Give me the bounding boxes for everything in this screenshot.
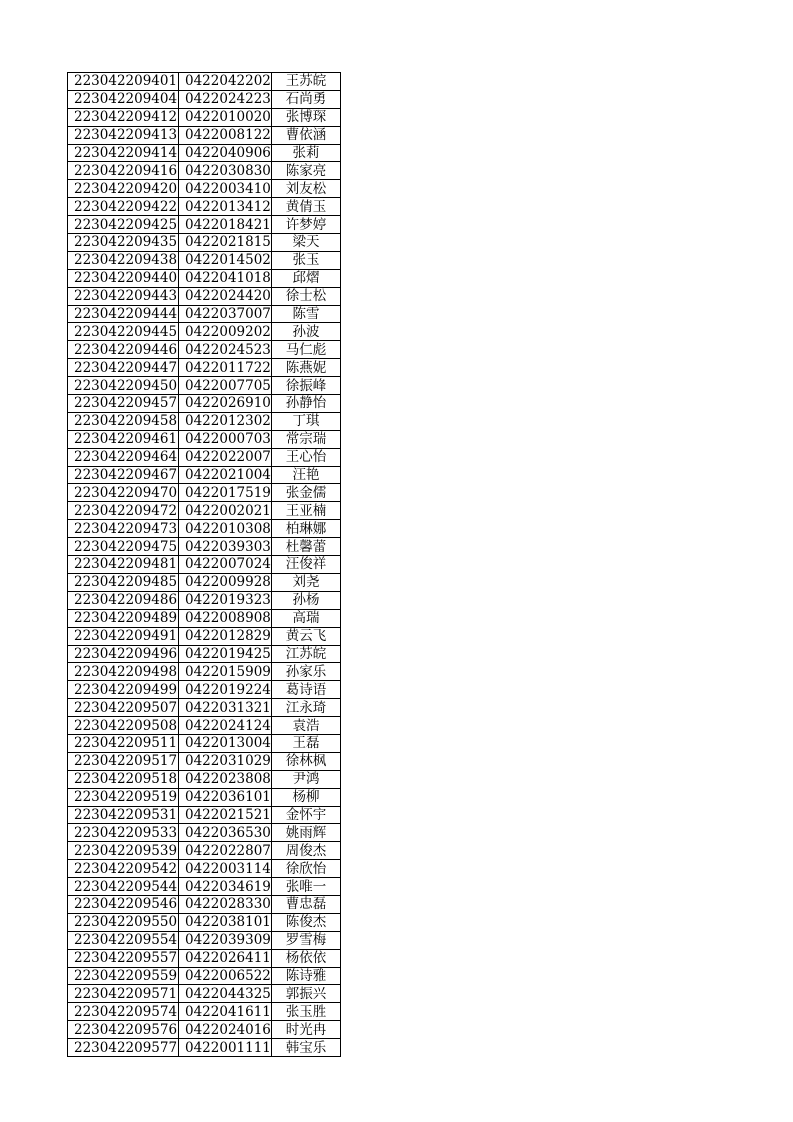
student-name-cell: 王亚楠 <box>272 502 341 520</box>
table-row <box>68 663 341 681</box>
exam-number-cell: 0422036101 <box>179 788 272 806</box>
exam-number-cell: 0422013004 <box>179 734 272 752</box>
student-name-cell: 江苏皖 <box>272 645 341 663</box>
student-name-cell: 孙杨 <box>272 591 341 609</box>
table-row <box>68 734 341 752</box>
exam-number-cell: 0422007024 <box>179 556 272 574</box>
exam-number-cell: 0422019224 <box>179 681 272 699</box>
student-id-cell: 223042209416 <box>68 162 179 180</box>
student-id-cell: 223042209542 <box>68 860 179 878</box>
student-name-cell: 尹鸿 <box>272 770 341 788</box>
table-row <box>68 895 341 913</box>
student-name-cell: 徐振峰 <box>272 377 341 395</box>
student-name-cell: 张博琛 <box>272 108 341 126</box>
exam-number-cell: 0422036530 <box>179 824 272 842</box>
student-id-cell: 223042209550 <box>68 913 179 931</box>
table-row <box>68 878 341 896</box>
student-id-cell: 223042209496 <box>68 645 179 663</box>
table-row <box>68 466 341 484</box>
table-row <box>68 251 341 269</box>
table-row <box>68 395 341 413</box>
student-id-cell: 223042209519 <box>68 788 179 806</box>
table-row <box>68 1039 341 1057</box>
exam-number-cell: 0422000703 <box>179 430 272 448</box>
student-id-cell: 223042209554 <box>68 931 179 949</box>
student-name-cell: 马仁彪 <box>272 341 341 359</box>
table-row <box>68 806 341 824</box>
table-row <box>68 412 341 430</box>
student-name-cell: 金怀宇 <box>272 806 341 824</box>
exam-number-cell: 0422014502 <box>179 251 272 269</box>
exam-number-cell: 0422042202 <box>179 73 272 91</box>
roster-body <box>68 73 341 1057</box>
student-name-cell: 黄倩玉 <box>272 198 341 216</box>
exam-number-cell: 0422022007 <box>179 448 272 466</box>
student-id-cell: 223042209440 <box>68 269 179 287</box>
exam-number-cell: 0422026910 <box>179 395 272 413</box>
table-row <box>68 985 341 1003</box>
exam-number-cell: 0422011722 <box>179 359 272 377</box>
exam-number-cell: 0422017519 <box>179 484 272 502</box>
student-id-cell: 223042209544 <box>68 878 179 896</box>
exam-number-cell: 0422019323 <box>179 591 272 609</box>
exam-number-cell: 0422039303 <box>179 538 272 556</box>
student-name-cell: 罗雪梅 <box>272 931 341 949</box>
student-id-cell: 223042209498 <box>68 663 179 681</box>
exam-number-cell: 0422018421 <box>179 216 272 234</box>
student-id-cell: 223042209473 <box>68 520 179 538</box>
student-id-cell: 223042209425 <box>68 216 179 234</box>
table-row <box>68 234 341 252</box>
exam-number-cell: 0422021521 <box>179 806 272 824</box>
table-row <box>68 323 341 341</box>
student-name-cell: 袁浩 <box>272 717 341 735</box>
student-id-cell: 223042209511 <box>68 734 179 752</box>
student-name-cell: 陈俊杰 <box>272 913 341 931</box>
table-row <box>68 502 341 520</box>
student-name-cell: 时光冉 <box>272 1021 341 1039</box>
student-id-cell: 223042209531 <box>68 806 179 824</box>
student-name-cell: 张金儒 <box>272 484 341 502</box>
student-id-cell: 223042209486 <box>68 591 179 609</box>
student-name-cell: 陈诗雅 <box>272 967 341 985</box>
student-id-cell: 223042209420 <box>68 180 179 198</box>
exam-number-cell: 0422015909 <box>179 663 272 681</box>
student-name-cell: 汪俊祥 <box>272 556 341 574</box>
student-name-cell: 杨柳 <box>272 788 341 806</box>
student-name-cell: 张玉胜 <box>272 1003 341 1021</box>
student-name-cell: 徐林枫 <box>272 752 341 770</box>
student-name-cell: 高瑞 <box>272 609 341 627</box>
table-row <box>68 430 341 448</box>
table-row <box>68 770 341 788</box>
table-row <box>68 341 341 359</box>
table-row <box>68 484 341 502</box>
exam-number-cell: 0422008908 <box>179 609 272 627</box>
table-row <box>68 752 341 770</box>
student-id-cell: 223042209508 <box>68 717 179 735</box>
student-id-cell: 223042209412 <box>68 108 179 126</box>
student-name-cell: 汪艳 <box>272 466 341 484</box>
table-row <box>68 538 341 556</box>
student-name-cell: 常宗瑞 <box>272 430 341 448</box>
student-name-cell: 郭振兴 <box>272 985 341 1003</box>
table-row <box>68 108 341 126</box>
student-id-cell: 223042209464 <box>68 448 179 466</box>
exam-number-cell: 0422001111 <box>179 1039 272 1057</box>
student-id-cell: 223042209472 <box>68 502 179 520</box>
table-row <box>68 126 341 144</box>
student-id-cell: 223042209475 <box>68 538 179 556</box>
student-id-cell: 223042209457 <box>68 395 179 413</box>
student-name-cell: 杨依依 <box>272 949 341 967</box>
student-id-cell: 223042209446 <box>68 341 179 359</box>
exam-number-cell: 0422030830 <box>179 162 272 180</box>
student-id-cell: 223042209539 <box>68 842 179 860</box>
student-id-cell: 223042209404 <box>68 90 179 108</box>
student-id-cell: 223042209458 <box>68 412 179 430</box>
student-id-cell: 223042209445 <box>68 323 179 341</box>
table-row <box>68 717 341 735</box>
student-id-cell: 223042209577 <box>68 1039 179 1057</box>
table-row <box>68 556 341 574</box>
exam-number-cell: 0422024223 <box>179 90 272 108</box>
exam-number-cell: 0422037007 <box>179 305 272 323</box>
exam-number-cell: 0422012829 <box>179 627 272 645</box>
table-row <box>68 949 341 967</box>
student-name-cell: 刘友松 <box>272 180 341 198</box>
student-id-cell: 223042209557 <box>68 949 179 967</box>
table-row <box>68 90 341 108</box>
table-row <box>68 269 341 287</box>
exam-number-cell: 0422031321 <box>179 699 272 717</box>
exam-number-cell: 0422024420 <box>179 287 272 305</box>
student-name-cell: 徐士松 <box>272 287 341 305</box>
student-id-cell: 223042209461 <box>68 430 179 448</box>
student-name-cell: 石尚勇 <box>272 90 341 108</box>
table-row <box>68 448 341 466</box>
student-name-cell: 梁天 <box>272 234 341 252</box>
exam-number-cell: 0422024016 <box>179 1021 272 1039</box>
student-id-cell: 223042209576 <box>68 1021 179 1039</box>
exam-number-cell: 0422021004 <box>179 466 272 484</box>
student-name-cell: 黄云飞 <box>272 627 341 645</box>
student-id-cell: 223042209444 <box>68 305 179 323</box>
exam-number-cell: 0422009928 <box>179 573 272 591</box>
table-row <box>68 216 341 234</box>
exam-number-cell: 0422041018 <box>179 269 272 287</box>
table-row <box>68 645 341 663</box>
student-id-cell: 223042209443 <box>68 287 179 305</box>
exam-number-cell: 0422034619 <box>179 878 272 896</box>
student-name-cell: 柏琳娜 <box>272 520 341 538</box>
student-id-cell: 223042209499 <box>68 681 179 699</box>
student-name-cell: 徐欣怡 <box>272 860 341 878</box>
student-name-cell: 王苏皖 <box>272 73 341 91</box>
table-row <box>68 1021 341 1039</box>
student-id-cell: 223042209481 <box>68 556 179 574</box>
table-row <box>68 913 341 931</box>
student-name-cell: 陈燕妮 <box>272 359 341 377</box>
exam-number-cell: 0422026411 <box>179 949 272 967</box>
exam-number-cell: 0422019425 <box>179 645 272 663</box>
student-name-cell: 周俊杰 <box>272 842 341 860</box>
student-name-cell: 孙家乐 <box>272 663 341 681</box>
student-id-cell: 223042209559 <box>68 967 179 985</box>
student-name-cell: 邱熠 <box>272 269 341 287</box>
student-id-cell: 223042209422 <box>68 198 179 216</box>
student-id-cell: 223042209467 <box>68 466 179 484</box>
student-id-cell: 223042209571 <box>68 985 179 1003</box>
exam-number-cell: 0422040906 <box>179 144 272 162</box>
exam-number-cell: 0422024523 <box>179 341 272 359</box>
student-id-cell: 223042209401 <box>68 73 179 91</box>
student-id-cell: 223042209485 <box>68 573 179 591</box>
table-row <box>68 180 341 198</box>
student-id-cell: 223042209470 <box>68 484 179 502</box>
student-id-cell: 223042209491 <box>68 627 179 645</box>
student-id-cell: 223042209518 <box>68 770 179 788</box>
student-name-cell: 葛诗语 <box>272 681 341 699</box>
student-name-cell: 韩宝乐 <box>272 1039 341 1057</box>
student-name-cell: 刘尧 <box>272 573 341 591</box>
exam-number-cell: 0422013412 <box>179 198 272 216</box>
table-row <box>68 287 341 305</box>
table-row <box>68 162 341 180</box>
table-row <box>68 573 341 591</box>
table-row <box>68 305 341 323</box>
table-row <box>68 609 341 627</box>
student-id-cell: 223042209438 <box>68 251 179 269</box>
table-row <box>68 591 341 609</box>
student-name-cell: 曹忠磊 <box>272 895 341 913</box>
student-id-cell: 223042209507 <box>68 699 179 717</box>
exam-number-cell: 0422009202 <box>179 323 272 341</box>
student-name-cell: 张唯一 <box>272 878 341 896</box>
exam-number-cell: 0422002021 <box>179 502 272 520</box>
table-row <box>68 377 341 395</box>
student-id-cell: 223042209414 <box>68 144 179 162</box>
exam-number-cell: 0422028330 <box>179 895 272 913</box>
student-name-cell: 许梦婷 <box>272 216 341 234</box>
table-row <box>68 198 341 216</box>
student-id-cell: 223042209533 <box>68 824 179 842</box>
exam-number-cell: 0422010020 <box>179 108 272 126</box>
table-row <box>68 967 341 985</box>
table-row <box>68 681 341 699</box>
table-row <box>68 931 341 949</box>
exam-number-cell: 0422039309 <box>179 931 272 949</box>
table-row <box>68 699 341 717</box>
exam-number-cell: 0422007705 <box>179 377 272 395</box>
student-name-cell: 陈雪 <box>272 305 341 323</box>
student-name-cell: 张玉 <box>272 251 341 269</box>
student-name-cell: 王磊 <box>272 734 341 752</box>
student-name-cell: 杜馨蕾 <box>272 538 341 556</box>
exam-number-cell: 0422023808 <box>179 770 272 788</box>
table-row <box>68 788 341 806</box>
student-name-cell: 江永琦 <box>272 699 341 717</box>
exam-number-cell: 0422038101 <box>179 913 272 931</box>
table-row <box>68 860 341 878</box>
exam-number-cell: 0422024124 <box>179 717 272 735</box>
exam-number-cell: 0422006522 <box>179 967 272 985</box>
exam-number-cell: 0422008122 <box>179 126 272 144</box>
exam-number-cell: 0422021815 <box>179 234 272 252</box>
student-id-cell: 223042209413 <box>68 126 179 144</box>
table-row <box>68 520 341 538</box>
student-id-cell: 223042209546 <box>68 895 179 913</box>
exam-number-cell: 0422012302 <box>179 412 272 430</box>
exam-number-cell: 0422041611 <box>179 1003 272 1021</box>
student-id-cell: 223042209517 <box>68 752 179 770</box>
student-name-cell: 丁琪 <box>272 412 341 430</box>
student-name-cell: 张莉 <box>272 144 341 162</box>
table-row <box>68 627 341 645</box>
table-row <box>68 73 341 91</box>
student-id-cell: 223042209574 <box>68 1003 179 1021</box>
table-row <box>68 824 341 842</box>
student-name-cell: 王心怡 <box>272 448 341 466</box>
student-name-cell: 孙静怡 <box>272 395 341 413</box>
exam-number-cell: 0422010308 <box>179 520 272 538</box>
roster-table <box>67 72 341 1057</box>
table-row <box>68 1003 341 1021</box>
exam-number-cell: 0422003114 <box>179 860 272 878</box>
table-row <box>68 144 341 162</box>
exam-number-cell: 0422031029 <box>179 752 272 770</box>
table-row <box>68 842 341 860</box>
student-id-cell: 223042209489 <box>68 609 179 627</box>
student-name-cell: 陈家亮 <box>272 162 341 180</box>
table-row <box>68 359 341 377</box>
exam-number-cell: 0422044325 <box>179 985 272 1003</box>
student-id-cell: 223042209450 <box>68 377 179 395</box>
student-name-cell: 姚雨辉 <box>272 824 341 842</box>
student-id-cell: 223042209447 <box>68 359 179 377</box>
student-name-cell: 孙波 <box>272 323 341 341</box>
student-name-cell: 曹依涵 <box>272 126 341 144</box>
exam-number-cell: 0422022807 <box>179 842 272 860</box>
student-id-cell: 223042209435 <box>68 234 179 252</box>
exam-number-cell: 0422003410 <box>179 180 272 198</box>
